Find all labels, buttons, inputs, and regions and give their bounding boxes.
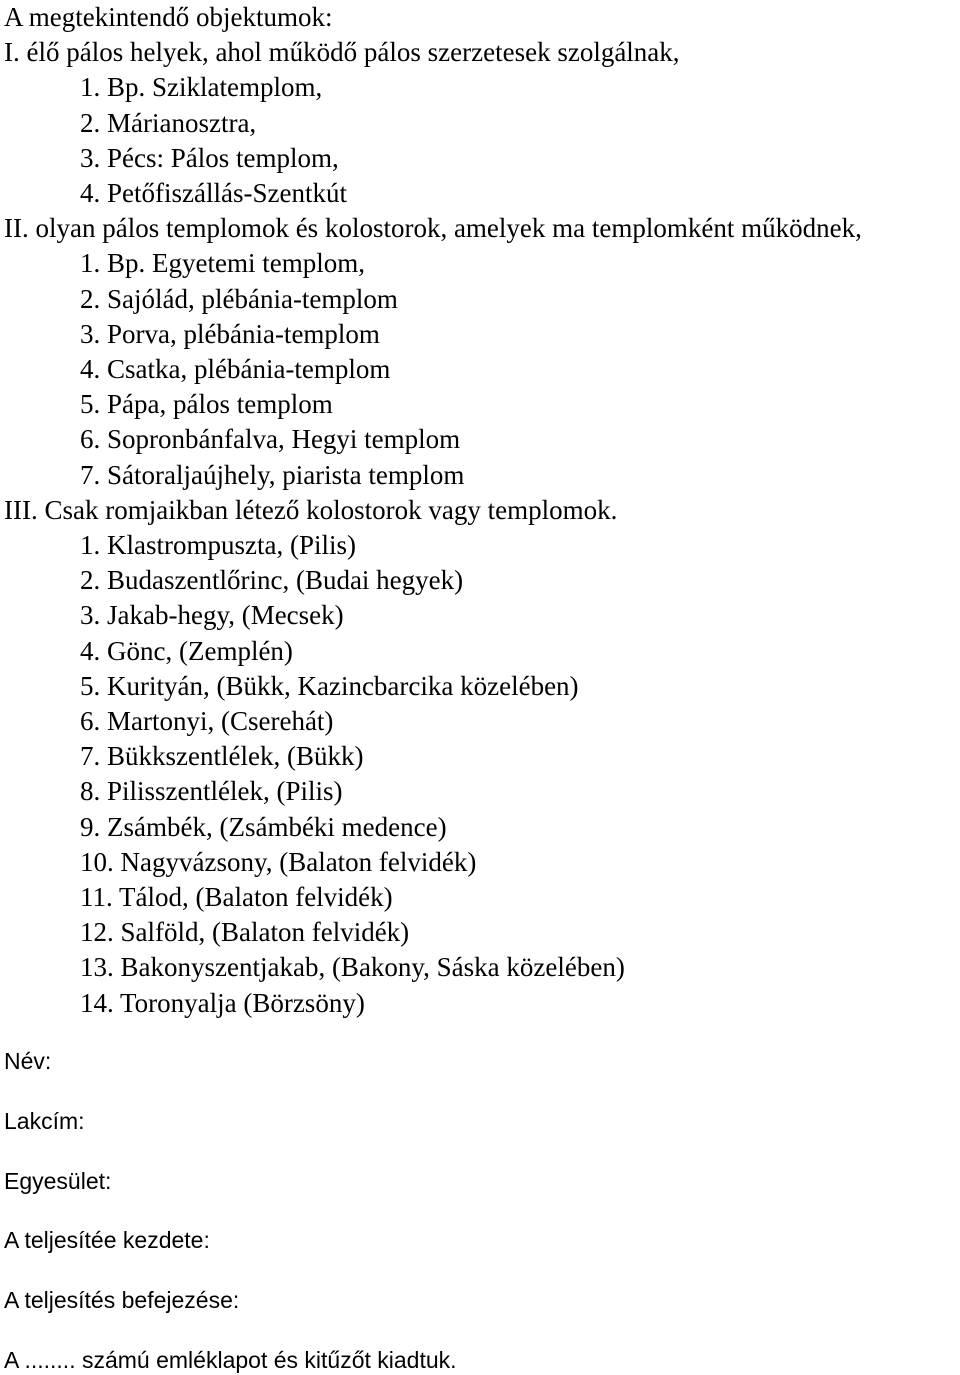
list-item: 4. Gönc, (Zemplén): [80, 635, 293, 666]
list-item: 7. Bükkszentlélek, (Bükk): [80, 741, 364, 772]
list-item: 10. Nagyvázsony, (Balaton felvidék): [80, 846, 477, 877]
list-item: 14. Toronyalja (Börzsöny): [80, 987, 365, 1018]
list-item: 1. Klastrompuszta, (Pilis): [80, 530, 356, 561]
list-item: 2. Budaszentlőrinc, (Budai hegyek): [80, 565, 464, 596]
list-item: 3. Porva, plébánia-templom: [80, 318, 380, 349]
list-item: 2. Sajólád, plébánia-templom: [80, 283, 398, 314]
list-item: 11. Tálod, (Balaton felvidék): [80, 882, 393, 913]
section-title: II. olyan pálos templomok és kolostorok, amelyek ma templomként működnek,: [4, 213, 862, 244]
list-item: 3. Jakab-hegy, (Mecsek): [80, 600, 344, 631]
end-label: A teljesítés befejezése:: [4, 1287, 240, 1314]
list-item: 4. Csatka, plébánia-templom: [80, 354, 391, 385]
list-item: 6. Sopronbánfalva, Hegyi templom: [80, 424, 461, 455]
list-item: 4. Petőfiszállás-Szentkút: [80, 178, 347, 209]
list-item: 3. Pécs: Pálos templom,: [80, 142, 339, 173]
list-item: 5. Kurityán, (Bükk, Kazincbarcika közelében): [80, 670, 579, 701]
name-label: Név:: [4, 1048, 52, 1074]
section-title: III. Csak romjaikban létező kolostorok vagy templomok.: [4, 494, 618, 525]
object-list: [4, 0, 956, 1021]
list-item: 13. Bakonyszentjakab, (Bakony, Sáska közelében): [80, 952, 625, 983]
registration-form: [4, 1044, 956, 1375]
list-item: 1. Bp. Sziklatemplom,: [80, 72, 323, 103]
section-1: [4, 35, 956, 211]
list-item: 1. Bp. Egyetemi templom,: [80, 248, 365, 279]
section-3: [4, 493, 956, 1021]
list-item: 5. Pápa, pálos templom: [80, 389, 333, 420]
start-label: A teljesítée kezdete:: [4, 1227, 210, 1254]
list-item: 12. Salföld, (Balaton felvidék): [80, 917, 410, 948]
list-item: 8. Pilisszentlélek, (Pilis): [80, 776, 343, 807]
closing-text: A ........ számú emléklapot és kitűzőt kiadtuk.: [4, 1346, 457, 1373]
association-label: Egyesület:: [4, 1167, 112, 1194]
list-item: 6. Martonyi, (Cserehát): [80, 706, 334, 737]
address-label: Lakcím:: [4, 1107, 85, 1134]
list-item: 2. Márianosztra,: [80, 107, 257, 138]
list-heading: A megtekintendő objektumok:: [4, 2, 333, 32]
list-item: 9. Zsámbék, (Zsámbéki medence): [80, 811, 447, 842]
list-item: 7. Sátoraljaújhely, piarista templom: [80, 459, 465, 490]
section-2: [4, 211, 956, 493]
section-title: I. élő pálos helyek, ahol működő pálos szerzetesek szolgálnak,: [4, 37, 680, 68]
